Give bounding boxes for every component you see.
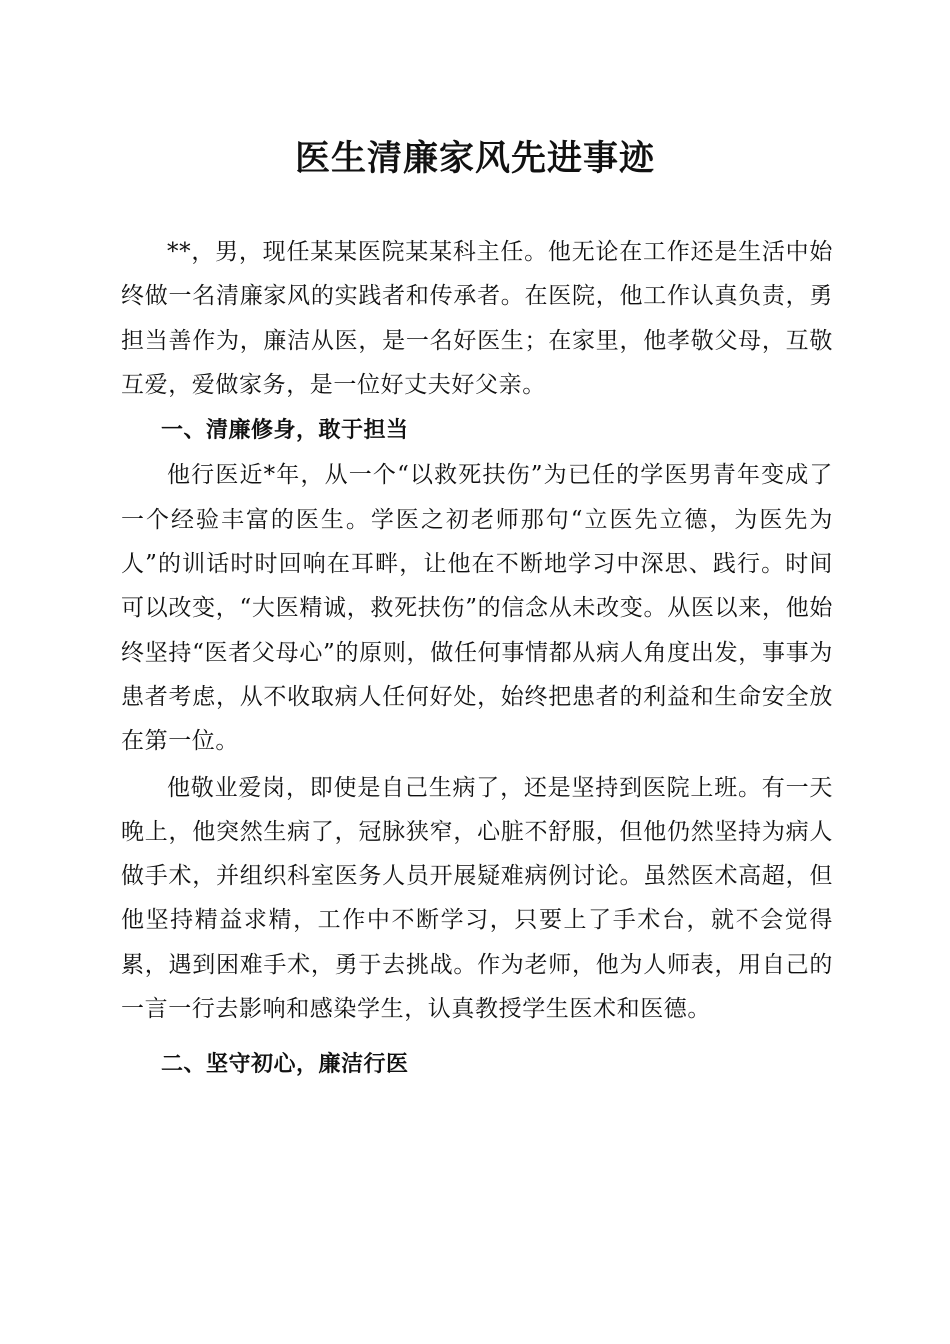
document-body <box>121 230 833 1088</box>
document-title: 医生清廉家风先进事迹 <box>294 138 655 179</box>
section1-paragraph-1: 他行医近*年，从一个“以救死扶伤”为已任的学医男青年变成了一个经验丰富的医生。学医之初老师那句“立医先立德，为医先为人”的训话时时回响在耳畔，让他在不断地学习中深思、践行。时间可以改变，“大医精诚，救死扶伤”的信念从未改变。从医以来，他始终坚持“医者父母心”的原则，做任何事情都从病人角度出发，事事为患者考虑，从不收取病人任何好处，始终把患者的利益和生命安全放在第一位。 <box>121 462 833 755</box>
section-heading-2: 二、坚守初心，廉洁行医 <box>161 1052 409 1078</box>
section-heading-1: 一、清廉修身，敢于担当 <box>161 418 409 444</box>
intro-paragraph: **，男，现任某某医院某某科主任。他无论在工作还是生活中始终做一名清廉家风的实践者和传承者。在医院，他工作认真负责，勇担当善作为，廉洁从医，是一名好医生；在家里，他孝敬父母，互敬互爱，爱做家务，是一位好丈夫好父亲。 <box>121 239 833 398</box>
section1-paragraph-2: 他敬业爱岗，即使是自己生病了，还是坚持到医院上班。有一天晚上，他突然生病了，冠脉狭窄，心脏不舒服，但他仍然坚持为病人做手术，并组织科室医务人员开展疑难病例讨论。虽然医术高超，但他坚持精益求精，工作中不断学习，只要上了手术台，就不会觉得累，遇到困难手术，勇于去挑战。作为老师，他为人师表，用自己的一言一行去影响和感染学生，认真教授学生医术和医德。 <box>121 774 833 1023</box>
